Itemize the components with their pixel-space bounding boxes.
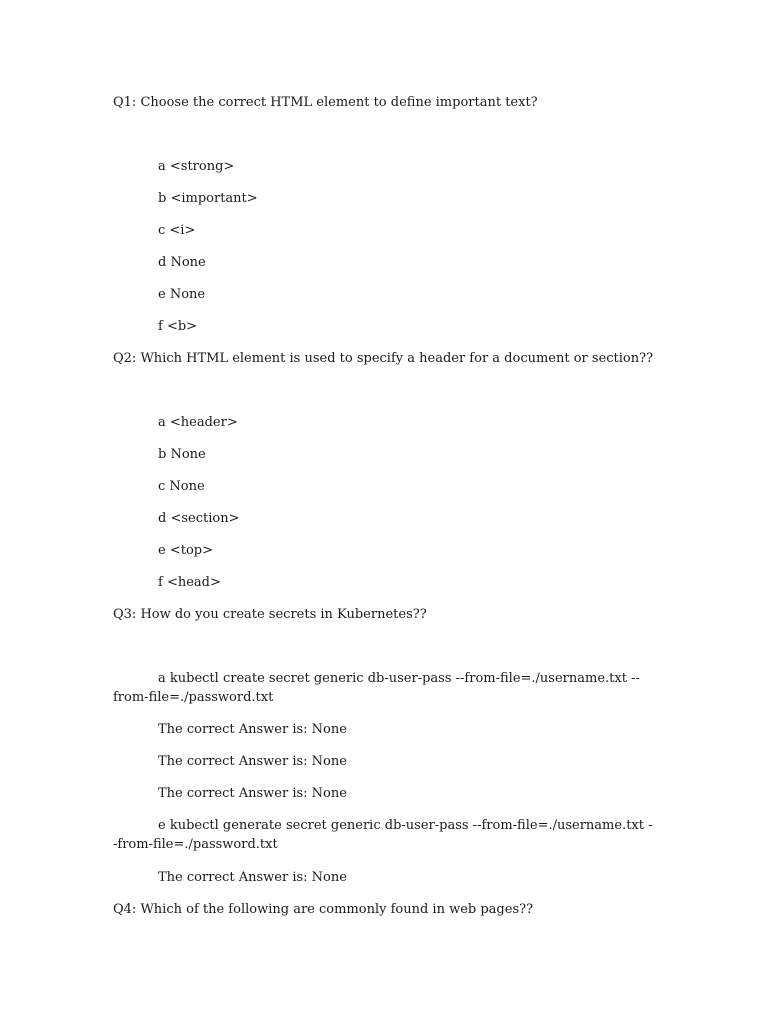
question-2-option-e: e <top>: [158, 543, 213, 558]
question-3-prompt: Q3: How do you create secrets in Kubernetes??: [113, 607, 427, 622]
question-1-option-e: e None: [158, 287, 206, 302]
question-4-prompt: Q4: Which of the following are commonly found in web pages??: [113, 902, 534, 917]
question-2-option-b: b None: [158, 447, 206, 462]
question-2-option-c: c None: [158, 479, 205, 494]
question-3-option-a: a kubectl create secret generic db-user-pass --from-file=./username.txt --from-file=./password.txt: [113, 671, 640, 705]
question-1-option-b: b <important>: [158, 191, 258, 206]
question-3-option-f: The correct Answer is: None: [158, 870, 347, 885]
question-2-prompt: Q2: Which HTML element is used to specify a header for a document or section??: [113, 351, 654, 366]
question-2-option-f: f <head>: [158, 575, 221, 590]
question-3-option-c: The correct Answer is: None: [158, 754, 347, 769]
question-3-option-b: The correct Answer is: None: [158, 722, 347, 737]
question-1-option-c: c <i>: [158, 223, 196, 238]
question-1-option-a: a <strong>: [158, 159, 235, 174]
question-3-option-d: The correct Answer is: None: [158, 786, 347, 801]
question-2-option-a: a <header>: [158, 415, 238, 430]
question-3-option-e: e kubectl generate secret generic db-user-pass --from-file=./username.txt --from-file=./password.txt: [113, 818, 653, 852]
question-2-option-d: d <section>: [158, 511, 240, 526]
question-1-option-d: d None: [158, 255, 206, 270]
question-1-option-f: f <b>: [158, 319, 198, 334]
question-1-prompt: Q1: Choose the correct HTML element to define important text?: [113, 95, 538, 110]
